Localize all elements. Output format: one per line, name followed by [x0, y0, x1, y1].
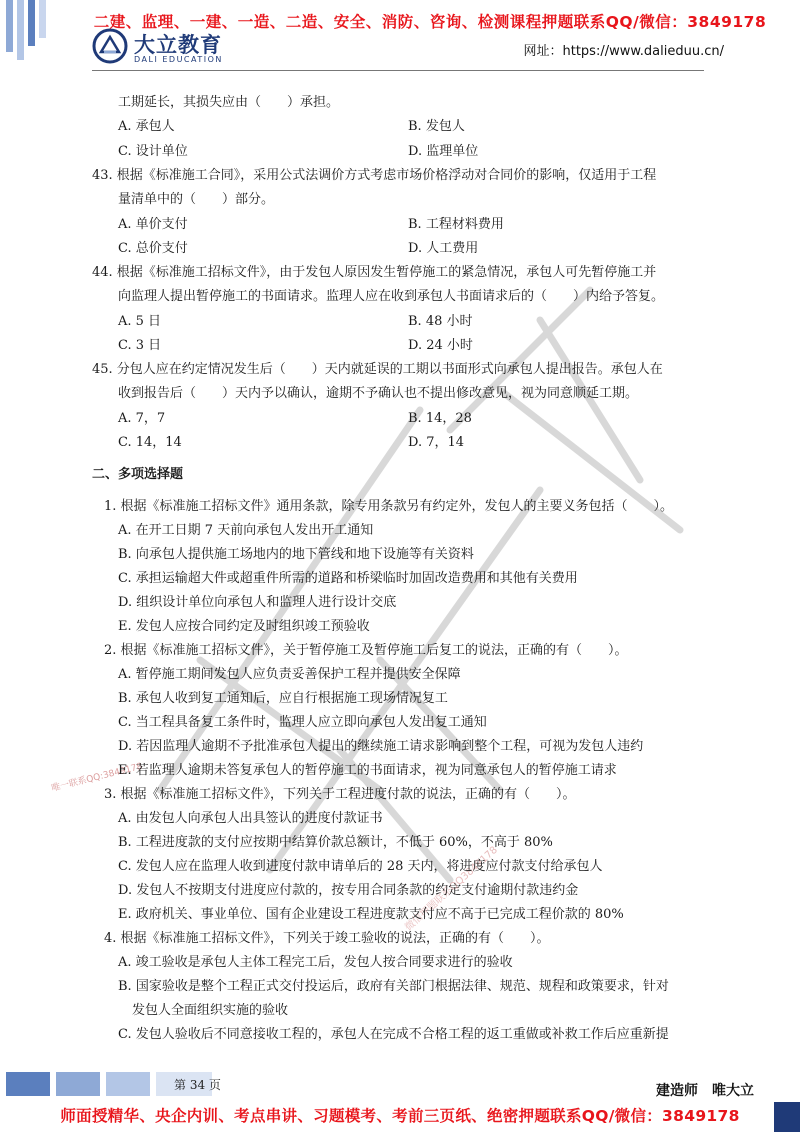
- option: B. 承包人收到复工通知后，应自行根据施工现场情况复工: [118, 691, 448, 706]
- watermark-stamp-center: 微信押题联系QQ3849178: [403, 844, 500, 934]
- option: E. 政府机关、事业单位、国有企业建设工程进度款支付应不高于已完成工程价款的 80%: [118, 907, 624, 922]
- footer-corner-block: [774, 1102, 800, 1132]
- option: D. 人工费用: [408, 241, 479, 256]
- top-contact-banner: 二建、监理、一建、一造、二造、安全、消防、咨询、检测课程押题联系QQ/微信：3849178: [93, 13, 767, 31]
- header-divider: [92, 70, 704, 71]
- website-label: 网址：https://www.dalieduu.cn/: [523, 44, 724, 59]
- option-continuation: 发包人全面组织实施的验收: [132, 1003, 289, 1018]
- option: B. 48 小时: [408, 314, 473, 329]
- footer-slogan: 建造师 唯大立: [656, 1083, 754, 1099]
- question-43-stem: 43. 根据《标准施工合同》，采用公式法调价方式考虑市场价格浮动对合同价的影响，仅适用于工程: [92, 168, 657, 183]
- option: A. 竣工验收是承包人主体工程完工后，发包人按合同要求进行的验收: [118, 955, 513, 970]
- question-45-stem-cont: 收到报告后（ ）天内予以确认，逾期不予确认也不提出修改意见，视为同意顺延工期。: [118, 386, 639, 401]
- option: D. 若因监理人逾期不予批准承包人提出的继续施工请求影响到整个工程，可视为发包人违约: [118, 739, 644, 754]
- option: B. 14，28: [408, 411, 472, 426]
- option: C. 14，14: [118, 435, 182, 450]
- question-42-tail: 工期延长，其损失应由（ ）承担。: [118, 95, 340, 110]
- option: D. 监理单位: [408, 144, 479, 159]
- option: D. 组织设计单位向承包人和监理人进行设计交底: [118, 595, 397, 610]
- option: A. 5 日: [118, 314, 162, 329]
- option: D. 7，14: [408, 435, 465, 450]
- option: B. 工程材料费用: [408, 217, 504, 232]
- question-44-stem-cont: 向监理人提出暂停施工的书面请求。监理人应在收到承包人书面请求后的（ ）内给予答复。: [118, 289, 665, 304]
- option: A. 承包人: [118, 119, 175, 134]
- multi-question-4-stem: 4. 根据《标准施工招标文件》，下列关于竣工验收的说法，正确的有（ ）。: [104, 931, 550, 946]
- multi-question-1-stem: 1. 根据《标准施工招标文件》通用条款，除专用条款另有约定外，发包人的主要义务包括（ ）。: [104, 499, 674, 514]
- option: B. 国家验收是整个工程正式交付投运后，政府有关部门根据法律、规范、规程和政策要求，针对: [118, 979, 669, 994]
- top-accent-bar: [0, 0, 800, 8]
- option: B. 发包人: [408, 119, 465, 134]
- question-45-stem: 45. 分包人应在约定情况发生后（ ）天内就延误的工期以书面形式向承包人提出报告。承包人在: [92, 362, 663, 377]
- logo-english-name: DALI EDUCATION: [134, 55, 223, 64]
- dali-logo-icon: [92, 28, 128, 64]
- logo-chinese-name: 大立教育: [134, 33, 222, 57]
- watermark-stamp-left: 唯一联系QQ:3849178: [50, 761, 144, 795]
- brand-logo: [92, 28, 232, 68]
- multi-question-3-stem: 3. 根据《标准施工招标文件》，下列关于工程进度付款的说法，正确的有（ ）。: [104, 787, 576, 802]
- option: C. 3 日: [118, 338, 162, 353]
- bottom-contact-banner: 师面授精华、央企内训、考点串讲、习题模考、考前三页纸、绝密押题联系QQ/微信：3849178: [60, 1107, 740, 1125]
- multi-question-2-stem: 2. 根据《标准施工招标文件》，关于暂停施工及暂停施工后复工的说法，正确的有（ ）。: [104, 643, 628, 658]
- option: C. 设计单位: [118, 144, 188, 159]
- option: B. 工程进度款的支付应按期中结算价款总额计，不低于 60%，不高于 80%: [118, 835, 553, 850]
- option: A. 由发包人向承包人出具签认的进度付款证书: [118, 811, 383, 826]
- question-44-stem: 44. 根据《标准施工招标文件》，由于发包人原因发生暂停施工的紧急情况，承包人可先暂停施工并: [92, 265, 657, 280]
- option: C. 总价支付: [118, 241, 188, 256]
- option: C. 发包人验收后不同意接收工程的，承包人在完成不合格工程的返工重做或补救工作后应重新提: [118, 1027, 669, 1042]
- option: D. 发包人不按期支付进度应付款的，按专用合同条款的约定支付逾期付款违约金: [118, 883, 579, 898]
- option: D. 24 小时: [408, 338, 473, 353]
- option: A. 7，7: [118, 411, 166, 426]
- section-title-multiple-choice: 二、多项选择题: [92, 467, 184, 482]
- option: B. 向承包人提供施工场地内的地下管线和地下设施等有关资料: [118, 547, 474, 562]
- page-number: 第 34 页: [174, 1078, 221, 1092]
- option: E. 发包人应按合同约定及时组织竣工预验收: [118, 619, 370, 634]
- question-43-stem-cont: 量清单中的（ ）部分。: [118, 192, 275, 207]
- option: C. 当工程具备复工条件时，监理人应立即向承包人发出复工通知: [118, 715, 487, 730]
- option: C. 发包人应在监理人收到进度付款申请单后的 28 天内，将进度应付款支付给承包人: [118, 859, 603, 874]
- option: A. 暂停施工期间发包人应负责妥善保护工程并提供安全保障: [118, 667, 461, 682]
- option: A. 单价支付: [118, 217, 188, 232]
- option: A. 在开工日期 7 天前向承包人发出开工通知: [118, 523, 374, 538]
- option: E. 若监理人逾期未答复承包人的暂停施工的书面请求，视为同意承包人的暂停施工请求: [118, 763, 617, 778]
- option: C. 承担运输超大件或超重件所需的道路和桥梁临时加固改造费用和其他有关费用: [118, 571, 578, 586]
